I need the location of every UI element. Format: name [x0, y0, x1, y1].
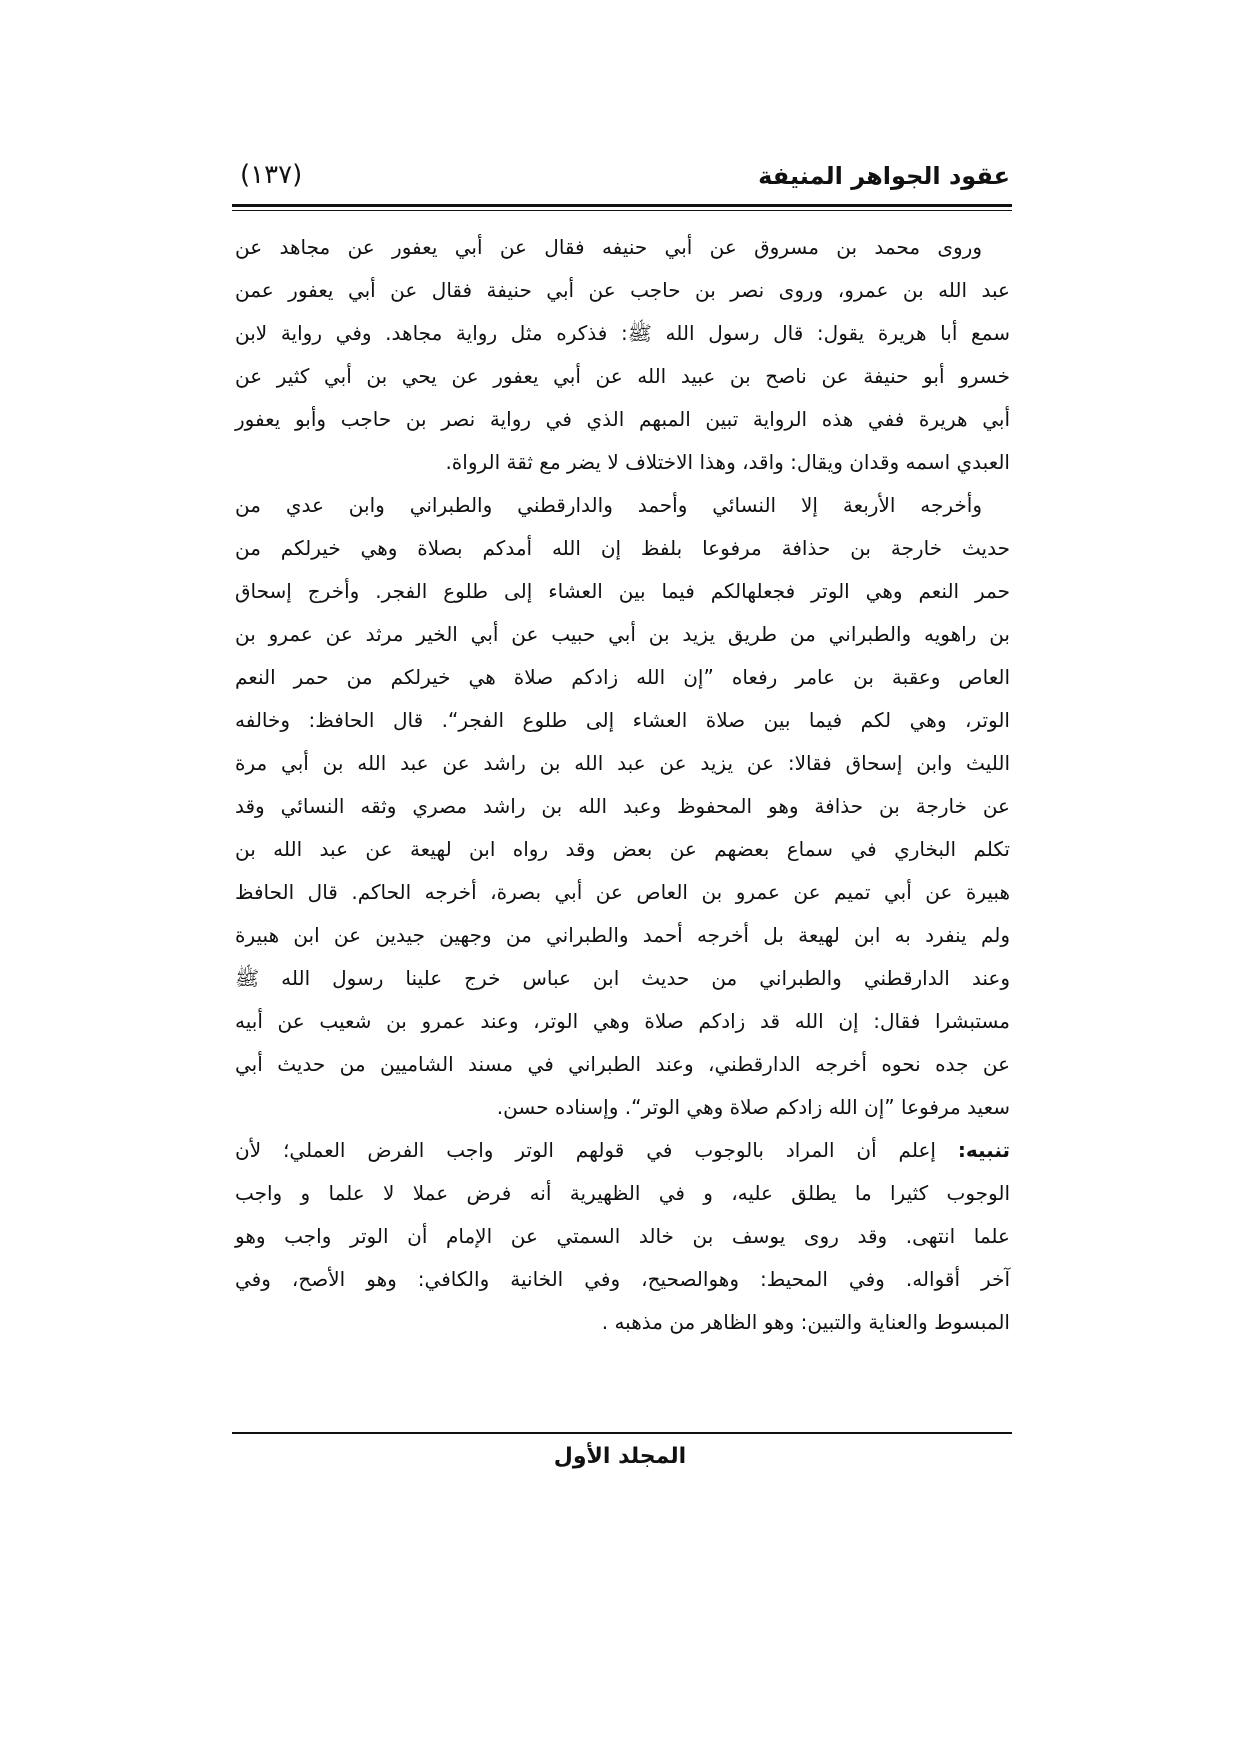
text-line: علما انتهى. وقد روى يوسف بن خالد السمتي عن الإمام أن الوتر واجب وهو	[235, 1224, 1010, 1248]
text-line: الليث وابن إسحاق فقالا: عن يزيد عن عبد الله بن راشد عن عبد الله بن أبي مرة	[235, 751, 1010, 775]
body-text	[235, 226, 1010, 1344]
text-line: وأخرجه الأربعة إلا النسائي وأحمد والدارقطني والطبراني وابن عدي من	[235, 493, 982, 517]
text-line: عن خارجة بن حذافة وهو المحفوظ وعبد الله بن راشد مصري وثقه النسائي وقد	[235, 794, 1010, 818]
footer-divider	[232, 1432, 1012, 1434]
text-line: عبد الله بن عمرو، وروى نصر بن حاجب عن أبي حنيفة فقال عن أبي يعفور عمن	[235, 278, 1010, 302]
paragraph	[235, 484, 1010, 1129]
text-line: العاص وعقبة بن عامر رفعاه ”إن الله زادكم صلاة هي خيرلكم من حمر النعم	[235, 665, 1010, 689]
text-line: بن راهويه والطبراني من طريق يزيد بن أبي حبيب عن أبي الخير مرثد عن عمرو بن	[235, 622, 1010, 646]
text-line: خسرو أبو حنيفة عن ناصح بن عبيد الله عن أبي يعفور عن يحي بن أبي كثير عن	[235, 364, 1010, 388]
text-line: المبسوط والعناية والتبين: وهو الظاهر من مذهبه .	[601, 1310, 1010, 1334]
text-line: وروى محمد بن مسروق عن أبي حنيفه فقال عن أبي يعفور عن مجاهد عن	[235, 235, 982, 259]
text-line: هبيرة عن أبي تميم عن عمرو بن العاص عن أبي بصرة، أخرجه الحاكم. قال الحافظ	[235, 880, 1010, 904]
text-line: آخر أقواله. وفي المحيط: وهوالصحيح، وفي الخانية والكافي: وهو الأصح، وفي	[235, 1267, 1010, 1291]
text-line	[235, 1129, 1010, 1172]
text-line: أبي هريرة ففي هذه الرواية تبين المبهم الذي في رواية نصر بن حاجب وأبو يعفور	[235, 407, 1010, 431]
page-number: (١٣٧)	[240, 160, 303, 190]
header-divider	[232, 204, 1012, 211]
paragraph	[235, 1129, 1010, 1344]
text-line: الوجوب كثيرا ما يطلق عليه، و في الظهيرية أنه فرض عملا لا علما و واجب	[235, 1181, 1010, 1205]
text-line: مستبشرا فقال: إن الله قد زادكم صلاة وهي الوتر، وعند عمرو بن شعيب عن أبيه	[235, 1009, 1010, 1033]
text-line: تكلم البخاري في سماع بعضهم عن بعض وقد رواه ابن لهيعة عن عبد الله بن	[235, 837, 1010, 861]
text-line: العبدي اسمه وقدان ويقال: واقد، وهذا الاختلاف لا يضر مع ثقة الرواة.	[445, 450, 1010, 474]
note-label: تنبيه:	[957, 1138, 1010, 1162]
note-text: إعلم أن المراد بالوجوب في قولهم الوتر واجب الفرض العملي؛ لأن	[235, 1138, 958, 1162]
text-line: سعيد مرفوعا ”إن الله زادكم صلاة وهي الوتر“. وإسناده حسن.	[496, 1095, 1010, 1119]
text-line: وعند الدارقطني والطبراني من حديث ابن عباس خرج علينا رسول الله ﷺ	[235, 966, 1010, 990]
text-line: حديث خارجة بن حذافة مرفوعا بلفظ إن الله أمدكم بصلاة وهي خيرلكم من	[235, 536, 1010, 560]
book-title: عقود الجواهر المنيفة	[758, 162, 1010, 190]
text-line: عن جده نحوه أخرجه الدارقطني، وعند الطبراني في مسند الشاميين من حديث أبي	[235, 1052, 1010, 1076]
text-line: ولم ينفرد به ابن لهيعة بل أخرجه أحمد والطبراني من وجهين جيدين عن ابن هبيرة	[235, 923, 1010, 947]
paragraph	[235, 226, 1010, 484]
text-line: حمر النعم وهي الوتر فجعلهالكم فيما بين العشاء إلى طلوع الفجر. وأخرج إسحاق	[235, 579, 1010, 603]
text-line: سمع أبا هريرة يقول: قال رسول الله ﷺ: فذكره مثل رواية مجاهد. وفي رواية لابن	[235, 321, 1010, 345]
text-line: الوتر، وهي لكم فيما بين صلاة العشاء إلى طلوع الفجر“. قال الحافظ: وخالفه	[235, 708, 1010, 732]
volume-label: المجلد الأول	[553, 1444, 687, 1469]
